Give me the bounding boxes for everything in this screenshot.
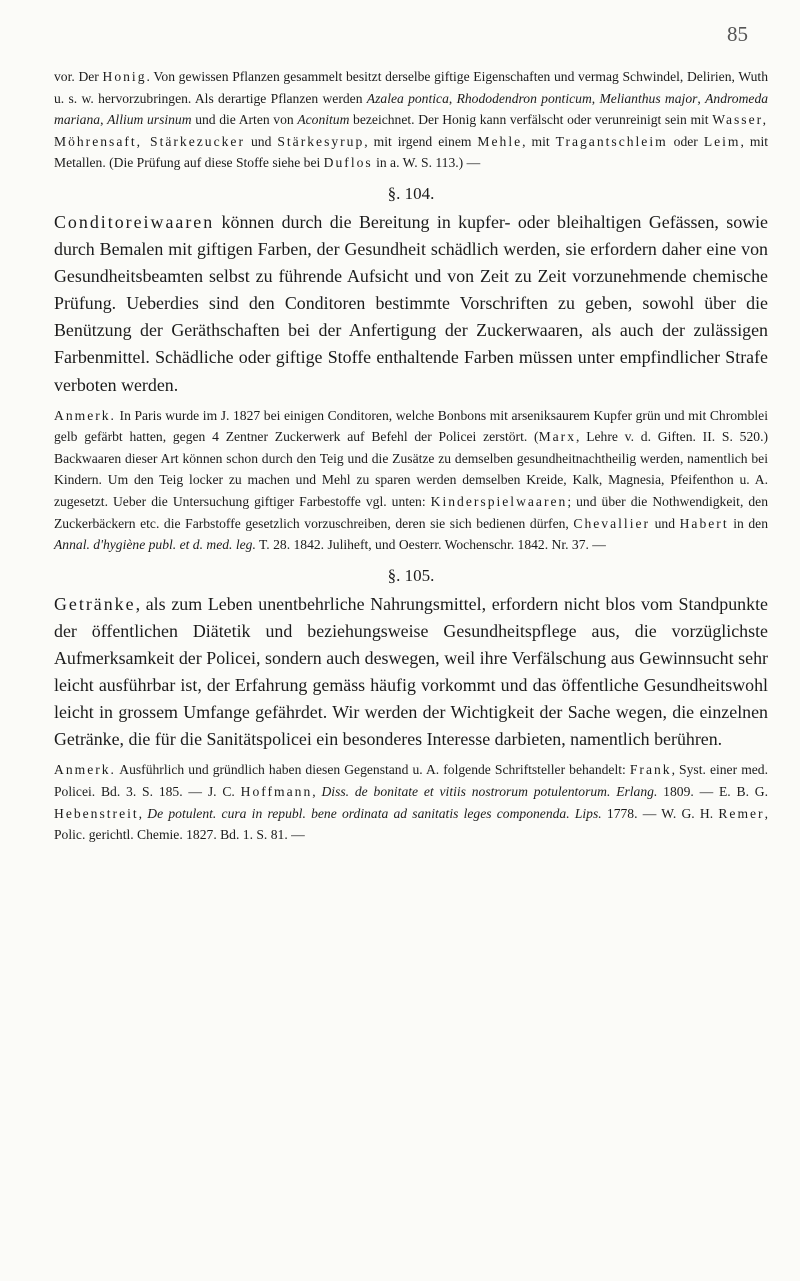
plant-name: Melianthus major: [599, 90, 698, 106]
text-run: 1778. — W. G. H.: [601, 805, 719, 821]
keyword-conditoreiwaaren: Conditoreiwaaren: [54, 211, 215, 232]
keyword-adulterant: Wasser, Möhrensaft, Stärkezucker: [54, 112, 768, 149]
text-run: ,: [312, 783, 322, 799]
journal-title: Annal. d'hygiène publ. et d. med. leg.: [54, 537, 256, 553]
plant-name: Aconitum: [297, 112, 350, 128]
text-run: in den: [728, 515, 768, 531]
text-run: , mit irgend einem: [364, 133, 478, 149]
plant-name: Azalea pontica: [366, 90, 449, 106]
text-run: , Polic. gerichtl. Chemie. 1827. Bd. 1. S. 81. —: [54, 805, 768, 843]
text-run: bezeichnet. Der Honig kann verfälscht oder verunreinigt sein mit: [349, 112, 713, 128]
text-run: , mit: [740, 133, 769, 149]
text-run: vor. Der: [54, 69, 103, 84]
text-run: und die Arten von: [191, 112, 298, 128]
note-label: Anmerk.: [54, 762, 116, 778]
keyword-adulterant: Stärkesyrup: [277, 133, 365, 149]
text-run: und: [650, 515, 680, 531]
section-105-body: [54, 591, 768, 754]
text-run: 1809. — E. B. G.: [657, 783, 769, 799]
text-run: Ausführlich und gründlich haben diesen Gegenstand u. A. folgende Schriftsteller behandelt:: [115, 762, 630, 778]
author-name: Frank: [629, 762, 672, 778]
keyword-honig: Honig: [102, 69, 147, 84]
keyword-adulterant: Tragantschleim: [555, 133, 668, 149]
author-name: Habert: [679, 515, 729, 531]
text-run: können durch die Bereitung in kupfer- oder bleihaltigen Gefässen, sowie durch Bemalen mit giftigen Farben, der Gesundheit schädlich werden, sie erfordern daher eine von Gesundheitsbeamten selbst zu führende Aufsicht und von Zeit zu Zeit vorzunehmende chemische Prüfung. Ueberdies sind den Conditoren bestimmte Vorschriften zu geben, sowohl über die Benützung der Geräthschaften bei der Anfertigung der Zuckerwaaren, als auch der zulässigen Farbenmittel. Schädliche oder giftige Stoffe enthaltende Farben müssen unter empfindlicher Strafe verboten werden.: [54, 211, 768, 395]
author-name: Hebenstreit: [54, 805, 139, 821]
work-title: De potulent. cura in republ. bene ordinata ad sanitatis leges componenda. Lips.: [147, 805, 602, 821]
section-heading-104: §. 104.: [387, 183, 435, 203]
plant-name: Rhododendron ponticum: [456, 90, 592, 106]
plant-name: Andromeda mariana: [54, 90, 769, 128]
text-run: in a. W. S. 113.) —: [372, 155, 481, 171]
text-run: und: [245, 133, 278, 149]
note-label: Anmerk.: [54, 407, 116, 423]
section-104-body: [54, 209, 768, 399]
text-run: . (Die Prüfung auf diese Stoffe siehe bei: [102, 155, 324, 171]
section-104-note: [54, 405, 768, 556]
text-run: T. 28. 1842. Juliheft, und Oesterr. Wochenschr. 1842. Nr. 37. —: [255, 537, 606, 553]
text-run: , Syst. einer med. Policei. Bd. 3. S. 185. — J. C.: [54, 762, 768, 799]
keyword-adulterant: Metallen: [54, 155, 103, 171]
honig-paragraph: [54, 66, 768, 174]
keyword-adulterant: Leim: [703, 133, 741, 149]
author-name: Duflos: [323, 155, 373, 171]
text-run: ; und über die Nothwendigkeit, den Zuckerbäckern etc. die Farbstoffe gesetzlich vorzuschreiben, deren sie sich bedienen dürfen,: [54, 494, 768, 531]
work-title: Diss. de bonitate et vitiis nostrorum potulentorum. Erlang.: [321, 783, 658, 799]
keyword-adulterant: Mehle: [477, 133, 523, 149]
text-run: ,: [138, 805, 148, 821]
cross-reference: Kinderspielwaaren: [430, 494, 568, 509]
text-run: , Lehre v. d. Giften. II. S. 520.) Backwaaren dieser Art können schon durch den Teig und die Zusätze zu demselben gesundheitnachtheilig werden, namentlich bei Kindern. Um den Teig locker zu machen und Mehl zu sparen werden demselben Kreide, Kalk, Magnesia, Pfeifenthon u. A. zugesetzt. Ueber die Untersuchung giftiger Farbestoffe vgl. unten:: [54, 429, 768, 509]
section-105-note: [54, 759, 768, 845]
plant-name: Allium ursinum: [107, 112, 192, 128]
author-name: Chevallier: [573, 515, 651, 531]
text-run: . Von gewissen Pflanzen gesammelt besitzt derselbe giftige Eigenschaften und vermag Schwindel, Delirien, Wuth u. s. w. hervorzubringen. Als derartige Pflanzen werden: [54, 69, 768, 106]
text-run: oder: [667, 133, 704, 149]
page-number: 85: [727, 22, 748, 46]
keyword-getraenke: Getränke: [54, 593, 136, 614]
text-run: ,: [448, 90, 457, 106]
text-run: In Paris wurde im J. 1827 bei einigen Conditoren, welche Bonbons mit arseniksaurem Kupfer grün und mit Chromblei gelb gefärbt hatten, gegen 4 Zentner Zuckerwerk auf Befehl der Policei zerstört. (: [54, 407, 768, 445]
text-run: ,: [697, 90, 706, 106]
text-run: ,: [591, 90, 600, 106]
author-name: Remer: [718, 805, 765, 821]
section-heading-105: §. 105.: [387, 565, 435, 585]
author-name: Hoffmann: [240, 783, 313, 799]
author-name: Marx: [538, 429, 577, 445]
text-run: ,: [100, 112, 108, 128]
text-run: , mit: [522, 133, 556, 149]
page-content: [54, 66, 768, 846]
text-run: , als zum Leben unentbehrliche Nahrungsmittel, erfordern nicht blos vom Standpunkte der öffentlichen Diätetik und beziehungsweise Gesundheitspflege aus, die vorzüglichste Aufmerksamkeit der Policei, sondern auch deswegen, weil ihre Verfälschung aus Gewinnsucht sehr leicht ausführbar ist, der Erfahrung gemäss häufig vorkommt und das öffentliche Gesundheitswohl leicht in grossem Umfange gefährdet. Wir werden der Wichtigkeit der Sache wegen, die einzelnen Getränke, die für die Sanitätspolicei ein besonderes Interesse darbieten, namentlich berühren.: [54, 593, 768, 750]
